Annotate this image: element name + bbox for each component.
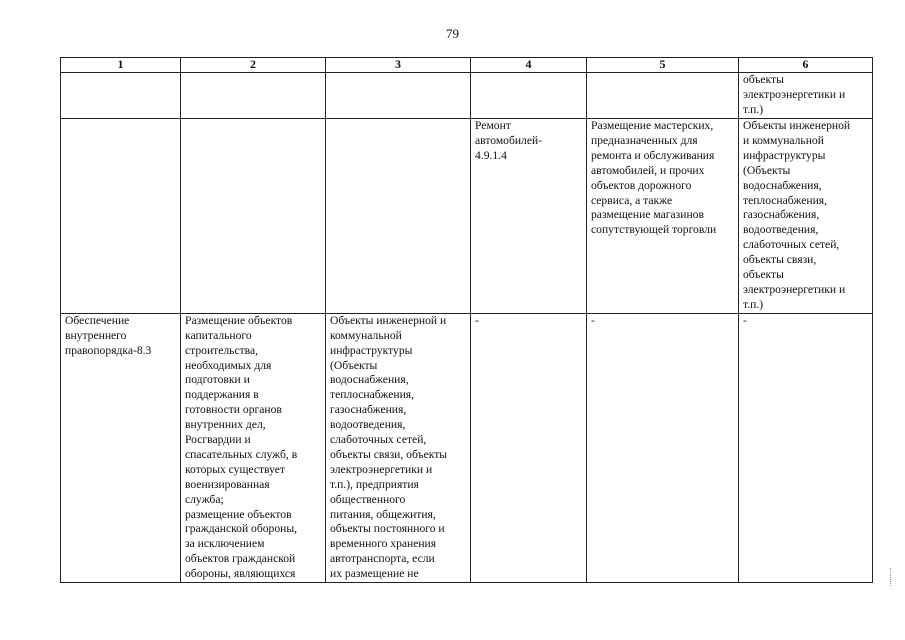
page-number: 79: [446, 26, 459, 41]
column-header-6: 6: [739, 58, 873, 73]
cell-text: Объекты инженерной и коммунальной инфраструктуры (Объекты водоснабжения, теплоснабжения, газоснабжения, водоотведения, слаботочных сетей, объекты связи, объекты электроэнергетики и т.п.): [743, 119, 851, 311]
table-cell: [326, 313, 471, 582]
table-cell: [587, 73, 739, 119]
table-row: [61, 313, 873, 582]
column-header-4: 4: [471, 58, 587, 73]
table-cell: [587, 313, 739, 582]
column-header-1: 1: [61, 58, 181, 73]
table-cell: [181, 313, 326, 582]
cell-text: Размещение объектов капитального строительства, необходимых для подготовки и поддержания в готовности органов внутренних дел, Росгвардии и спасательных служб, в которых существует военизированная служба; размещение объектов гражданской обороны, за исключением объектов гражданской обороны, являющихся: [185, 313, 298, 581]
table-cell: [471, 313, 587, 582]
table-cell: [471, 73, 587, 119]
table-cell: [587, 119, 739, 314]
cell-text: Обеспечение внутреннего правопорядка-8.3: [65, 313, 152, 357]
table-row: [61, 73, 873, 119]
cell-text: Ремонт автомобилей- 4.9.1.4: [475, 119, 543, 162]
cell-text: Объекты инженерной и коммунальной инфраструктуры (Объекты водоснабжения, теплоснабжения, газоснабжения, водоотведения, слаботочных сетей, объекты связи, объекты электроэнергетики и т.п.), предприятия общественного питания, общежития, объекты постоянного и временного хранения автотранспорта, если их размещение не: [330, 313, 448, 581]
scan-margin-mark: [890, 568, 895, 586]
table-cell: [739, 73, 873, 119]
cell-text: -: [475, 313, 479, 327]
table-cell: [326, 73, 471, 119]
column-header-3: 3: [326, 58, 471, 73]
cell-text: Размещение мастерских, предназначенных для ремонта и обслуживания автомобилей, и прочих объектов дорожного сервиса, а также размещение магазинов сопутствующей торговли: [591, 119, 717, 237]
table-row: [61, 119, 873, 314]
column-header-5: 5: [587, 58, 739, 73]
column-header-2: 2: [181, 58, 326, 73]
table-cell: [181, 73, 326, 119]
cell-text: -: [591, 313, 595, 327]
table-cell: [471, 119, 587, 314]
land-use-table: [60, 57, 873, 583]
cell-text: объекты электроэнергетики и т.п.): [743, 73, 846, 116]
table-cell: [61, 119, 181, 314]
table-cell: [739, 119, 873, 314]
table-header-row: [61, 58, 873, 73]
table-cell: [326, 119, 471, 314]
table-cell: [61, 73, 181, 119]
table-cell: [61, 313, 181, 582]
table-cell: [181, 119, 326, 314]
table-cell: [739, 313, 873, 582]
cell-text: -: [743, 313, 747, 327]
